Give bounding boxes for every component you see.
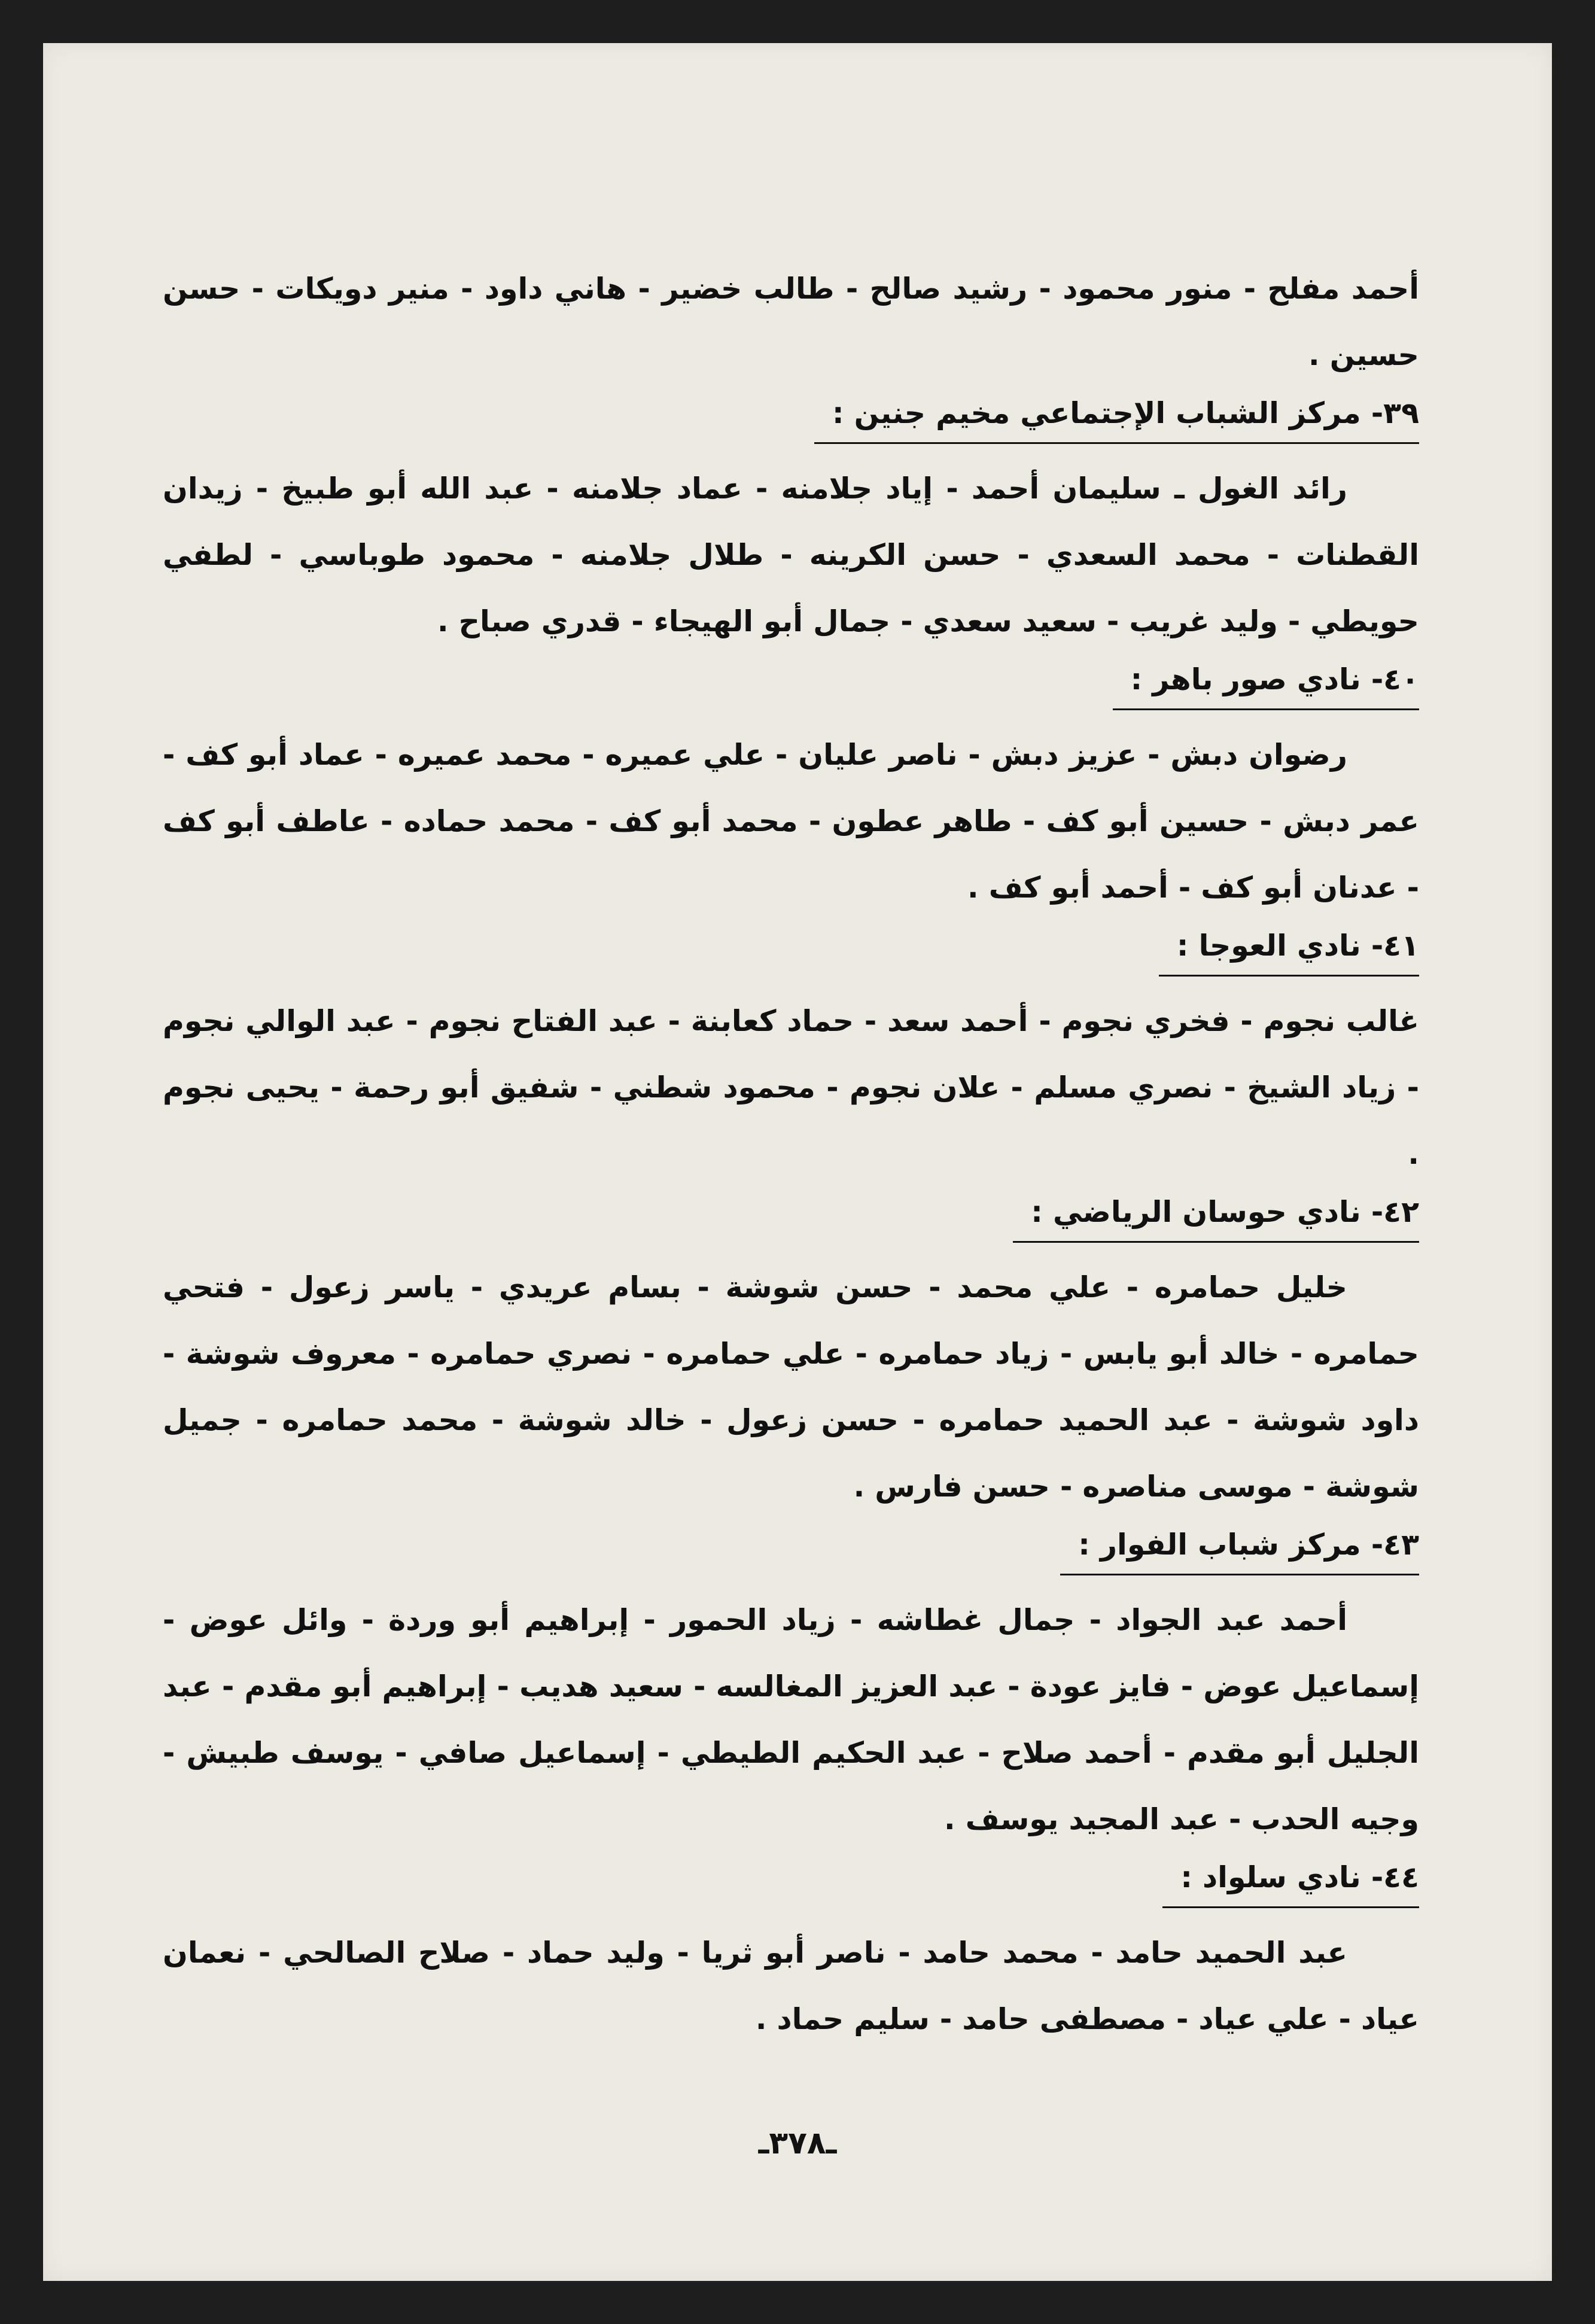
page-number: ـ٣٧٨ـ bbox=[758, 2125, 837, 2161]
section-heading: ٤٣- مركز شباب الفوار : bbox=[1060, 1520, 1419, 1575]
section-body: غالب نجوم - فخري نجوم - أحمد سعد - حماد كعابنة - عبد الفتاح نجوم - عبد الوالي نجوم - زياد الشيخ - نصري مسلم - علان نجوم - محمود شطني - شفيق أبو رحمة - يحيى نجوم . bbox=[163, 1004, 1419, 1171]
section-heading-row bbox=[163, 388, 1419, 447]
section-heading: ٣٩- مركز الشباب الإجتماعي مخيم جنين : bbox=[814, 388, 1419, 444]
section-body: عبد الحميد حامد - محمد حامد - ناصر أبو ثريا - وليد حماد - صلاح الصالحي - نعمان عياد - علي عياد - مصطفى حامد - سليم حماد . bbox=[163, 1936, 1419, 2036]
section-heading: ٤١- نادي العوجا : bbox=[1159, 921, 1419, 977]
section-heading-row bbox=[163, 921, 1419, 980]
section-body: أحمد عبد الجواد - جمال غطاشه - زياد الحمور - إبراهيم أبو وردة - وائل عوض - إسماعيل عوض - فايز عودة - عبد العزيز المغالسه - سعيد هديب - إبراهيم أبو مقدم - عبد الجليل أبو مقدم - أحمد صلاح - عبد الحكيم الطيطي - إسماعيل صافي - يوسف طبيش - وجيه الحدب - عبد المجيد يوسف . bbox=[163, 1603, 1419, 1836]
section-heading-row bbox=[163, 1520, 1419, 1578]
section-heading: ٤٢- نادي حوسان الرياضي : bbox=[1013, 1187, 1419, 1243]
section-heading: ٤٠- نادي صور باهر : bbox=[1113, 655, 1419, 710]
section-heading: ٤٤- نادي سلواد : bbox=[1162, 1852, 1419, 1908]
intro-paragraph: أحمد مفلح - منور محمود - رشيد صالح - طالب خضير - هاني داود - منير دويكات - حسن حسين . bbox=[163, 272, 1419, 372]
section-body: رائد الغول ـ سليمان أحمد - إياد جلامنه - عماد جلامنه - عبد الله أبو طبيخ - زيدان القطنات - محمد السعدي - حسن الكرينه - طلال جلامنه - محمود طوباسي - لطفي حويطي - وليد غريب - سعيد سعدي - جمال أبو الهيجاء - قدري صباح . bbox=[163, 472, 1419, 638]
section-heading-row bbox=[163, 1852, 1419, 1911]
section-body: رضوان دبش - عزيز دبش - ناصر عليان - علي عميره - محمد عميره - عماد أبو كف - عمر دبش - حسين أبو كف - طاهر عطون - محمد أبو كف - محمد حماده - عاطف أبو كف - عدنان أبو كف - أحمد أبو كف . bbox=[163, 738, 1419, 905]
section-heading-row bbox=[163, 1187, 1419, 1246]
section-heading-row bbox=[163, 655, 1419, 713]
document-page bbox=[43, 43, 1552, 2281]
section-body: خليل حمامره - علي محمد - حسن شوشة - بسام عريدي - ياسر زعول - فتحي حمامره - خالد أبو يابس - زياد حمامره - علي حمامره - نصري حمامره - معروف شوشة - داود شوشة - عبد الحميد حمامره - حسن زعول - خالد شوشة - محمد حمامره - جميل شوشة - موسى مناصره - حسن فارس . bbox=[163, 1270, 1419, 1504]
page-content bbox=[163, 255, 1419, 2052]
